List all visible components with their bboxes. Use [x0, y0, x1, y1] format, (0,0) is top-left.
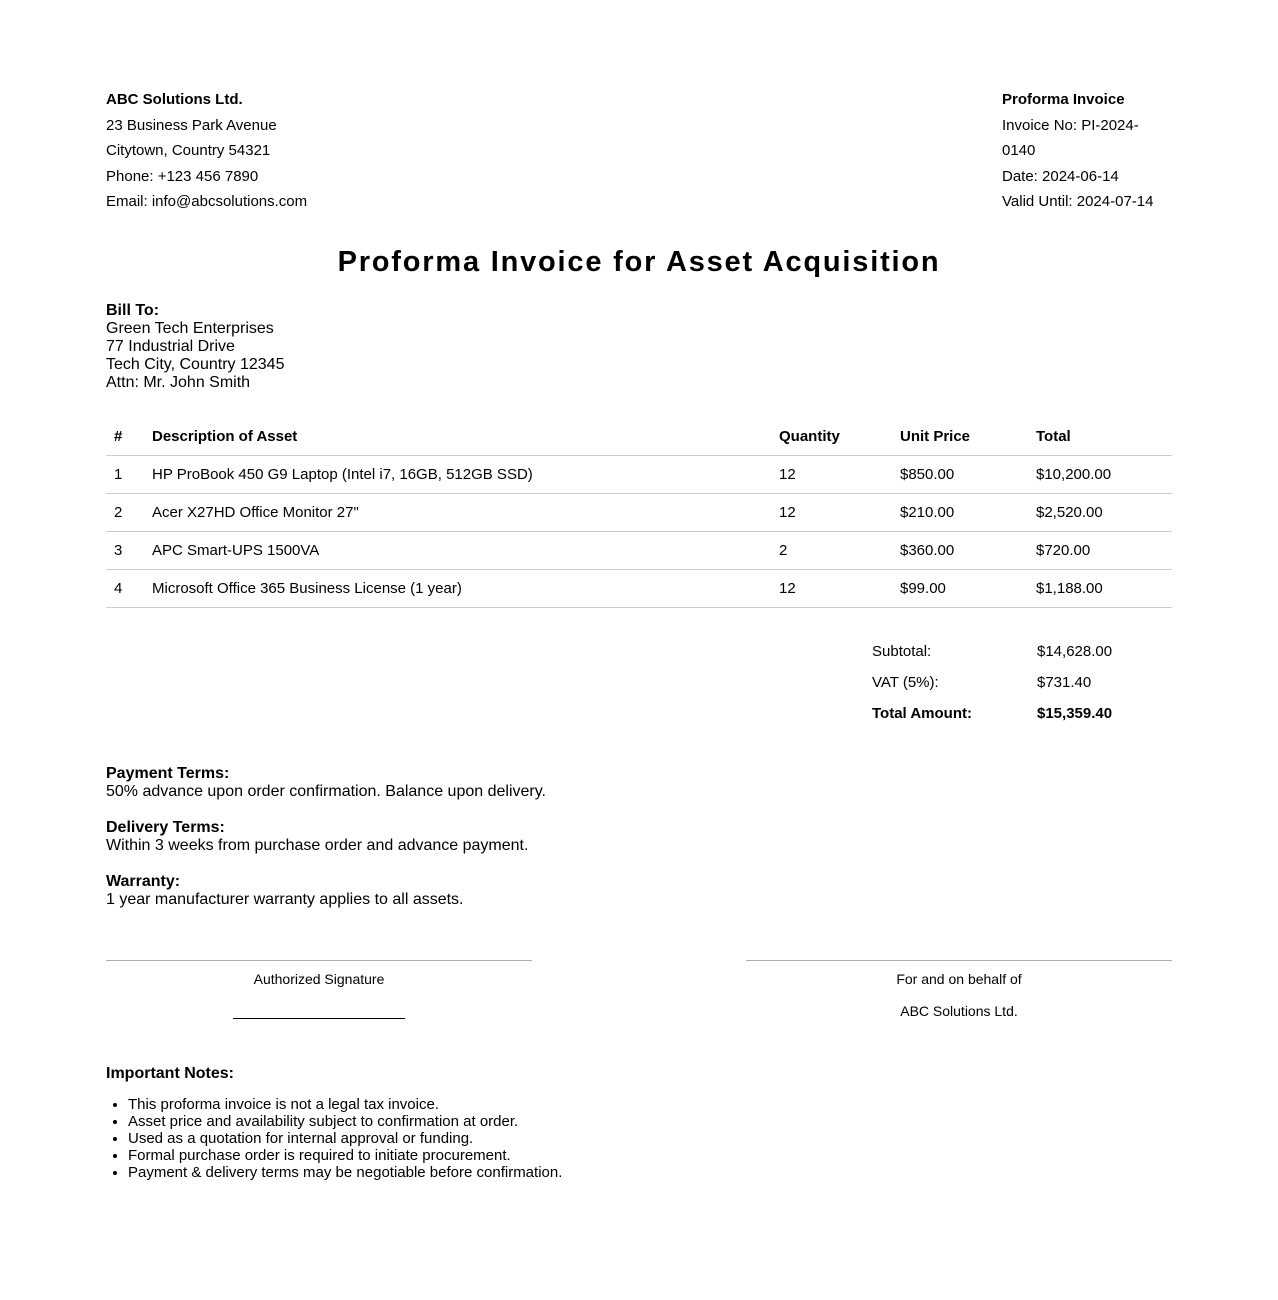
warranty-label: Warranty:	[106, 873, 181, 891]
company-address-line2: Citytown, Country 54321	[106, 142, 271, 160]
bill-to-attn: Attn: Mr. John Smith	[106, 373, 251, 391]
cell-quantity: 2	[771, 532, 892, 570]
authorized-signature-label: Authorized Signature	[253, 971, 385, 988]
cell-description: HP ProBook 450 G9 Laptop (Intel i7, 16GB, 512GB SSD)	[144, 456, 771, 494]
subtotal-value: $14,628.00	[1037, 643, 1113, 661]
cell-number: 3	[106, 532, 144, 570]
authorized-signature-box	[106, 960, 532, 1019]
cell-unit-price: $360.00	[892, 532, 1028, 570]
page-title: Proforma Invoice for Asset Acquisition	[337, 245, 941, 278]
bill-to-label: Bill To:	[106, 301, 160, 319]
header-unit-price: Unit Price	[892, 418, 1028, 456]
company-email: Email: info@abcsolutions.com	[106, 193, 308, 211]
table-row	[106, 494, 1172, 532]
company-name: ABC Solutions Ltd.	[106, 91, 243, 108]
bill-to-name: Green Tech Enterprises	[106, 319, 274, 337]
important-notes	[106, 1065, 1172, 1181]
payment-terms-label: Payment Terms:	[106, 765, 230, 783]
totals-summary	[866, 636, 1126, 729]
on-behalf-company: ABC Solutions Ltd.	[900, 1003, 1018, 1020]
list-item: • Asset price and availability subject to confirmation at order.	[128, 1113, 1172, 1130]
invoice-valid-until: Valid Until: 2024-07-14	[1002, 193, 1154, 211]
notes-list	[106, 1096, 1172, 1181]
cell-unit-price: $99.00	[892, 570, 1028, 608]
table-row	[106, 532, 1172, 570]
list-item: • Payment & delivery terms may be negotiable before confirmation.	[128, 1164, 1172, 1181]
cell-unit-price: $850.00	[892, 456, 1028, 494]
invoice-number: Invoice No: PI-2024-0140	[1002, 116, 1139, 160]
header-number: #	[106, 418, 144, 456]
cell-description: Acer X27HD Office Monitor 27"	[144, 494, 771, 532]
cell-description: Microsoft Office 365 Business License (1 year)	[144, 570, 771, 608]
header-quantity: Quantity	[771, 418, 892, 456]
bill-to-address-line2: Tech City, Country 12345	[106, 355, 285, 373]
table-row	[106, 456, 1172, 494]
on-behalf-box	[746, 960, 1172, 1019]
invoice-date: Date: 2024-06-14	[1002, 167, 1119, 185]
signature-line	[233, 1001, 405, 1019]
invoice-meta	[1002, 87, 1172, 215]
table-row	[106, 570, 1172, 608]
cell-total: $720.00	[1028, 532, 1172, 570]
on-behalf-label: For and on behalf of	[896, 971, 1022, 988]
cell-quantity: 12	[771, 456, 892, 494]
bill-to	[106, 302, 1172, 392]
payment-terms	[106, 765, 1172, 801]
invoice-heading: Proforma Invoice	[1002, 91, 1125, 108]
company-info	[106, 87, 307, 215]
vat-value: $731.40	[1037, 674, 1092, 692]
list-item: • Used as a quotation for internal approval or funding.	[128, 1130, 1172, 1147]
delivery-terms-text: Within 3 weeks from purchase order and advance payment.	[106, 837, 529, 855]
cell-number: 1	[106, 456, 144, 494]
cell-number: 2	[106, 494, 144, 532]
vat-row	[866, 667, 1126, 698]
cell-total: $1,188.00	[1028, 570, 1172, 608]
warranty-text: 1 year manufacturer warranty applies to all assets.	[106, 891, 464, 909]
total-amount-row	[866, 698, 1126, 729]
company-address-line1: 23 Business Park Avenue	[106, 116, 277, 134]
header	[106, 87, 1172, 215]
cell-number: 4	[106, 570, 144, 608]
payment-terms-text: 50% advance upon order confirmation. Balance upon delivery.	[106, 783, 546, 801]
warranty	[106, 873, 1172, 909]
company-phone: Phone: +123 456 7890	[106, 167, 259, 185]
header-description: Description of Asset	[144, 418, 771, 456]
delivery-terms	[106, 819, 1172, 855]
subtotal-label: Subtotal:	[872, 643, 932, 661]
bill-to-address-line1: 77 Industrial Drive	[106, 337, 235, 355]
list-item: • Formal purchase order is required to initiate procurement.	[128, 1147, 1172, 1164]
list-item: • This proforma invoice is not a legal tax invoice.	[128, 1096, 1172, 1113]
cell-total: $2,520.00	[1028, 494, 1172, 532]
vat-label: VAT (5%):	[872, 674, 939, 692]
cell-quantity: 12	[771, 494, 892, 532]
cell-total: $10,200.00	[1028, 456, 1172, 494]
total-amount-label: Total Amount:	[872, 705, 972, 723]
total-amount-value: $15,359.40	[1037, 705, 1113, 723]
delivery-terms-label: Delivery Terms:	[106, 819, 225, 837]
cell-quantity: 12	[771, 570, 892, 608]
terms-section	[106, 765, 1172, 909]
table-header-row	[106, 418, 1172, 456]
cell-description: APC Smart-UPS 1500VA	[144, 532, 771, 570]
cell-unit-price: $210.00	[892, 494, 1028, 532]
header-total: Total	[1028, 418, 1172, 456]
signatures	[106, 960, 1172, 1019]
items-table	[106, 418, 1172, 609]
notes-label: Important Notes:	[106, 1065, 234, 1083]
subtotal-row	[866, 636, 1126, 667]
